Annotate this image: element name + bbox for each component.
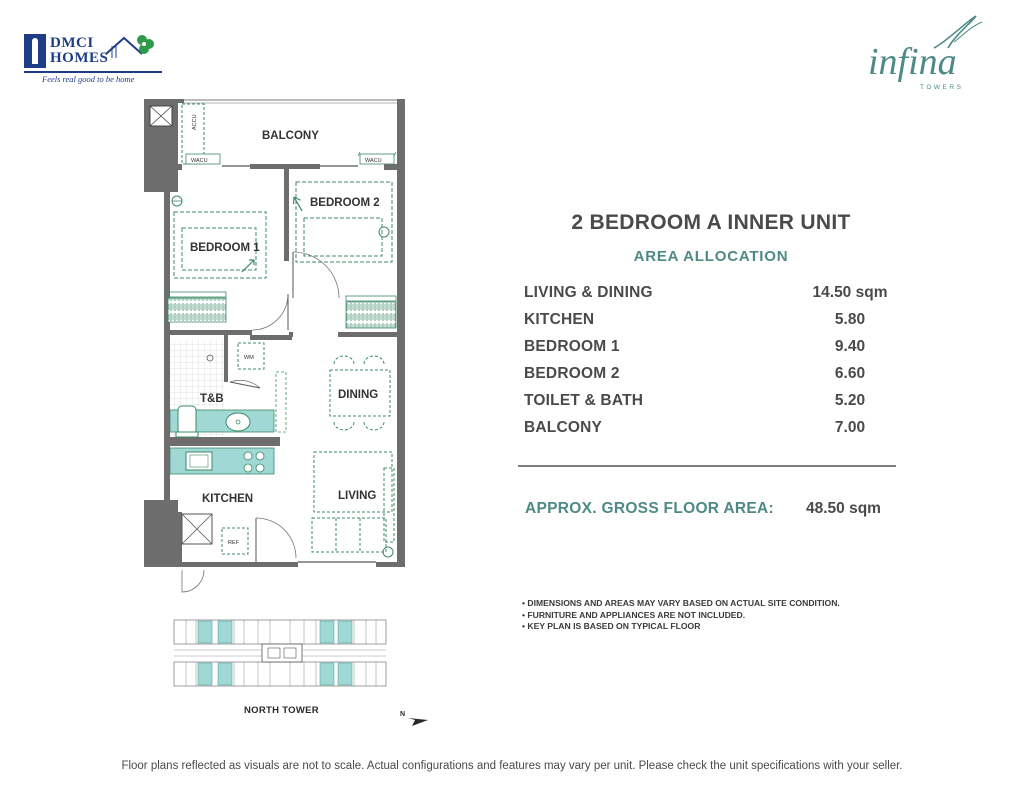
accu-label: ACCU	[192, 114, 198, 130]
area-room-value: 7.00	[834, 419, 866, 436]
area-room-value: 6.60	[834, 365, 866, 382]
bedroom1-label: BEDROOM 1	[190, 242, 260, 254]
kitchen-label: KITCHEN	[202, 493, 254, 505]
project-logo-word: infina	[868, 41, 957, 83]
developer-logo-line2: HOMES	[50, 50, 109, 66]
dining-label: DINING	[338, 389, 379, 401]
living-furniture	[312, 452, 394, 552]
bedroom2-furniture	[296, 182, 392, 262]
unit-title: 2 BEDROOM A INNER UNIT	[571, 211, 851, 234]
note-item: • FURNITURE AND APPLIANCES ARE NOT INCLUDED.	[522, 609, 746, 620]
ref-label: REF	[228, 540, 239, 546]
area-row	[524, 365, 894, 385]
area-row	[524, 338, 894, 358]
area-room-name: BEDROOM 1	[524, 338, 620, 355]
area-room-name: TOILET & BATH	[524, 392, 644, 409]
balcony-label: BALCONY	[262, 130, 319, 142]
area-room-value: 5.20	[834, 392, 866, 409]
area-row	[524, 419, 894, 439]
gross-floor-area-value: 48.50 sqm	[806, 500, 881, 517]
key-plan	[170, 614, 394, 694]
wacu-right-label: WACU	[365, 158, 382, 164]
area-row	[524, 311, 894, 331]
project-logo-sub: TOWERS	[920, 84, 964, 91]
disclaimer: Floor plans reflected as visuals are not to scale. Actual configurations and features may vary per unit. Please check the unit specifications with your seller.	[121, 760, 903, 772]
area-room-name: KITCHEN	[524, 311, 595, 328]
area-allocation-heading: AREA ALLOCATION	[633, 248, 789, 265]
project-logo	[868, 12, 998, 107]
developer-logo-roof-icon	[104, 32, 156, 68]
tower-label: NORTH TOWER	[244, 705, 319, 716]
area-row	[524, 284, 894, 304]
area-room-name: BALCONY	[524, 419, 603, 436]
area-divider	[518, 465, 896, 467]
area-room-value: 14.50 sqm	[812, 284, 888, 301]
area-room-name: BEDROOM 2	[524, 365, 620, 382]
note-item: • KEY PLAN IS BASED ON TYPICAL FLOOR	[522, 621, 701, 631]
north-label: N	[400, 711, 406, 718]
floor-plan	[138, 92, 410, 594]
wm-label: WM	[244, 355, 254, 361]
developer-logo-mark	[24, 34, 46, 68]
bedroom2-label: BEDROOM 2	[310, 197, 380, 209]
wacu-left-label: WACU	[191, 158, 208, 164]
developer-logo-line1: DMCI	[50, 35, 94, 51]
tnb-label: T&B	[200, 393, 224, 405]
gross-floor-area-label: APPROX. GROSS FLOOR AREA:	[525, 500, 774, 517]
north-arrow-icon	[398, 706, 432, 728]
area-row	[524, 392, 894, 412]
developer-logo	[24, 30, 164, 85]
notes-list	[522, 598, 840, 633]
note-item: • DIMENSIONS AND AREAS MAY VARY BASED ON ACTUAL SITE CONDITION.	[522, 598, 840, 608]
developer-logo-rule	[24, 71, 162, 73]
area-room-name: LIVING & DINING	[524, 284, 653, 301]
developer-tagline: Feels real good to be home	[42, 74, 135, 84]
living-label: LIVING	[338, 490, 377, 502]
area-room-value: 9.40	[834, 338, 866, 355]
area-room-value: 5.80	[834, 311, 866, 328]
